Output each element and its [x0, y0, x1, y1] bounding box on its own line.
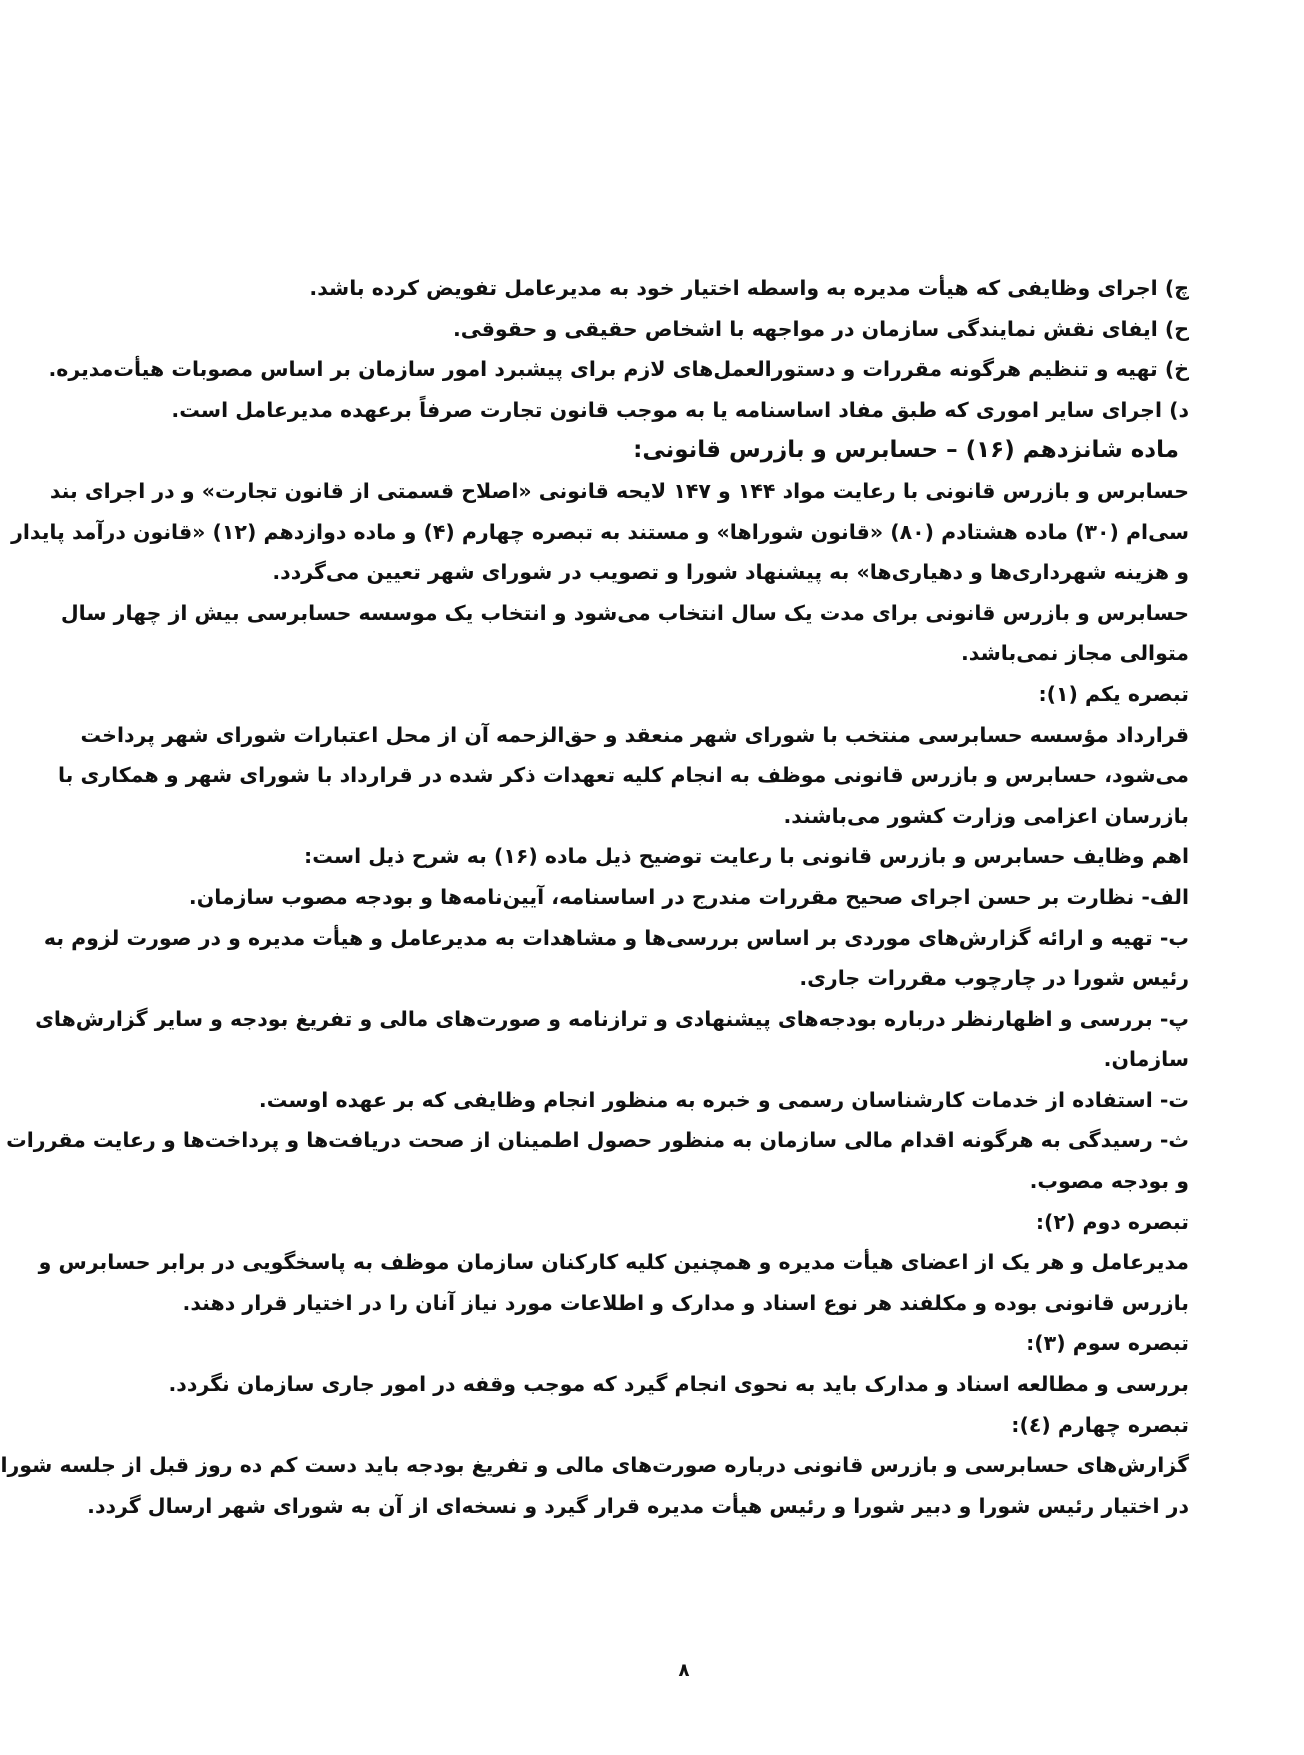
article-16-paragraph-2-line-1: حسابرس و بازرس قانونی برای مدت یک سال انتخاب می‌شود و انتخاب یک موسسه حسابرسی بیش از چهار سال	[60, 600, 1189, 625]
duty-pe-line-2: سازمان.	[1103, 1047, 1189, 1072]
duty-be-line-1: ب- تهیه و ارائه گزارش‌های موردی بر اساس بررسی‌ها و مشاهدات به مدیرعامل و هیأت مدیره و در صورت لزوم به	[43, 925, 1189, 950]
duty-pe-line-1: پ- بررسی و اظهارنظر درباره بودجه‌های پیشنهادی و ترازنامه و صورت‌های مالی و تفریغ بودجه و سایر گزارش‌های	[35, 1006, 1189, 1031]
clause-he: ح) ایفای نقش نمایندگی سازمان در مواجهه با اشخاص حقیقی و حقوقی.	[452, 316, 1189, 341]
document-body	[0, 268, 1189, 1526]
duty-se-line-2: و بودجه مصوب.	[1029, 1169, 1189, 1194]
duties-intro: اهم وظایف حسابرس و بازرس قانونی با رعایت توضیح ذیل ماده (۱۶) به شرح ذیل است:	[304, 844, 1189, 869]
note-2-line-1: مدیرعامل و هر یک از اعضای هیأت مدیره و همچنین کلیه کارکنان سازمان موظف به پاسخگویی در برابر حسابرس و	[38, 1250, 1189, 1275]
article-16-paragraph-2-line-2: متوالی مجاز نمی‌باشد.	[961, 641, 1189, 666]
duty-te: ت- استفاده از خدمات کارشناسان رسمی و خبره به منظور انجام وظایفی که بر عهده اوست.	[258, 1087, 1189, 1112]
note-4-heading: تبصره چهارم (٤):	[1011, 1412, 1189, 1437]
note-1-line-3: بازرسان اعزامی وزارت کشور می‌باشند.	[783, 803, 1189, 828]
article-16-heading: ماده شانزدهم (۱۶) – حسابرس و بازرس قانونی:	[633, 437, 1179, 464]
note-1-line-2: می‌شود، حسابرس و بازرس قانونی موظف به انجام کلیه تعهدات ذکر شده در قرارداد با شورای شهر و همکاری با	[57, 763, 1189, 788]
article-16-paragraph-1-line-1: حسابرس و بازرس قانونی با رعایت مواد ۱۴۴ و ۱۴۷ لایحه قانونی «اصلاح قسمتی از قانون تجارت» و در اجرای بند	[49, 478, 1189, 503]
clause-khe: خ) تهیه و تنظیم هرگونه مقررات و دستورالعمل‌های لازم برای پیشبرد امور سازمان بر اساس مصوبات هیأت‌مدیره.	[48, 357, 1189, 382]
note-3-line-1: بررسی و مطالعه اسناد و مدارک باید به نحوی انجام گیرد که موجب وقفه در امور جاری سازمان نگردد.	[168, 1372, 1189, 1397]
note-2-heading: تبصره دوم (۲):	[1035, 1209, 1189, 1234]
duty-se-line-1: ث- رسیدگی به هرگونه اقدام مالی سازمان به منظور حصول اطمینان از صحت دریافت‌ها و پرداخت‌ها و رعایت مقررات	[6, 1128, 1189, 1153]
page-number: ۸	[678, 1660, 690, 1681]
note-2-line-2: بازرس قانونی بوده و مکلفند هر نوع اسناد و مدارک و اطلاعات مورد نیاز آنان را در اختیار قرار دهند.	[182, 1290, 1189, 1315]
clause-dal: د) اجرای سایر اموری که طبق مفاد اساسنامه یا به موجب قانون تجارت صرفاً برعهده مدیرعامل است.	[171, 397, 1189, 422]
note-1-line-1: قرارداد مؤسسه حسابرسی منتخب با شورای شهر منعقد و حق‌الزحمه آن از محل اعتبارات شورای شهر پرداخت	[80, 722, 1189, 747]
duty-alef: الف- نظارت بر حسن اجرای صحیح مقررات مندرج در اساسنامه، آیین‌نامه‌ها و بودجه مصوب سازمان.	[188, 884, 1189, 909]
article-16-paragraph-1-line-2: سی‌ام (۳۰) ماده هشتادم (۸۰) «قانون شوراها» و مستند به تبصره چهارم (۴) و ماده دوازدهم (۱۲) «قانون درآمد پایدار	[11, 519, 1189, 544]
duty-be-line-2: رئیس شورا در چارچوب مقررات جاری.	[799, 966, 1189, 991]
article-16-paragraph-1-line-3: و هزینه شهرداری‌ها و دهیاری‌ها» به پیشنهاد شورا و تصویب در شورای شهر تعیین می‌گردد.	[272, 560, 1189, 585]
note-3-heading: تبصره سوم (۳):	[1026, 1331, 1189, 1356]
note-4-line-1: گزارش‌های حسابرسی و بازرس قانونی درباره صورت‌های مالی و تفریغ بودجه باید دست کم ده روز قبل از جلسه شورا	[0, 1453, 1189, 1478]
clause-che: چ) اجرای وظایفی که هیأت مدیره به واسطه اختیار خود به مدیرعامل تفویض کرده باشد.	[309, 276, 1189, 300]
note-4-line-2: در اختیار رئیس شورا و دبیر شورا و رئیس هیأت مدیره قرار گیرد و نسخه‌ای از آن به شورای شهر ارسال گردد.	[87, 1493, 1189, 1518]
note-1-heading: تبصره یکم (۱):	[1038, 681, 1189, 706]
